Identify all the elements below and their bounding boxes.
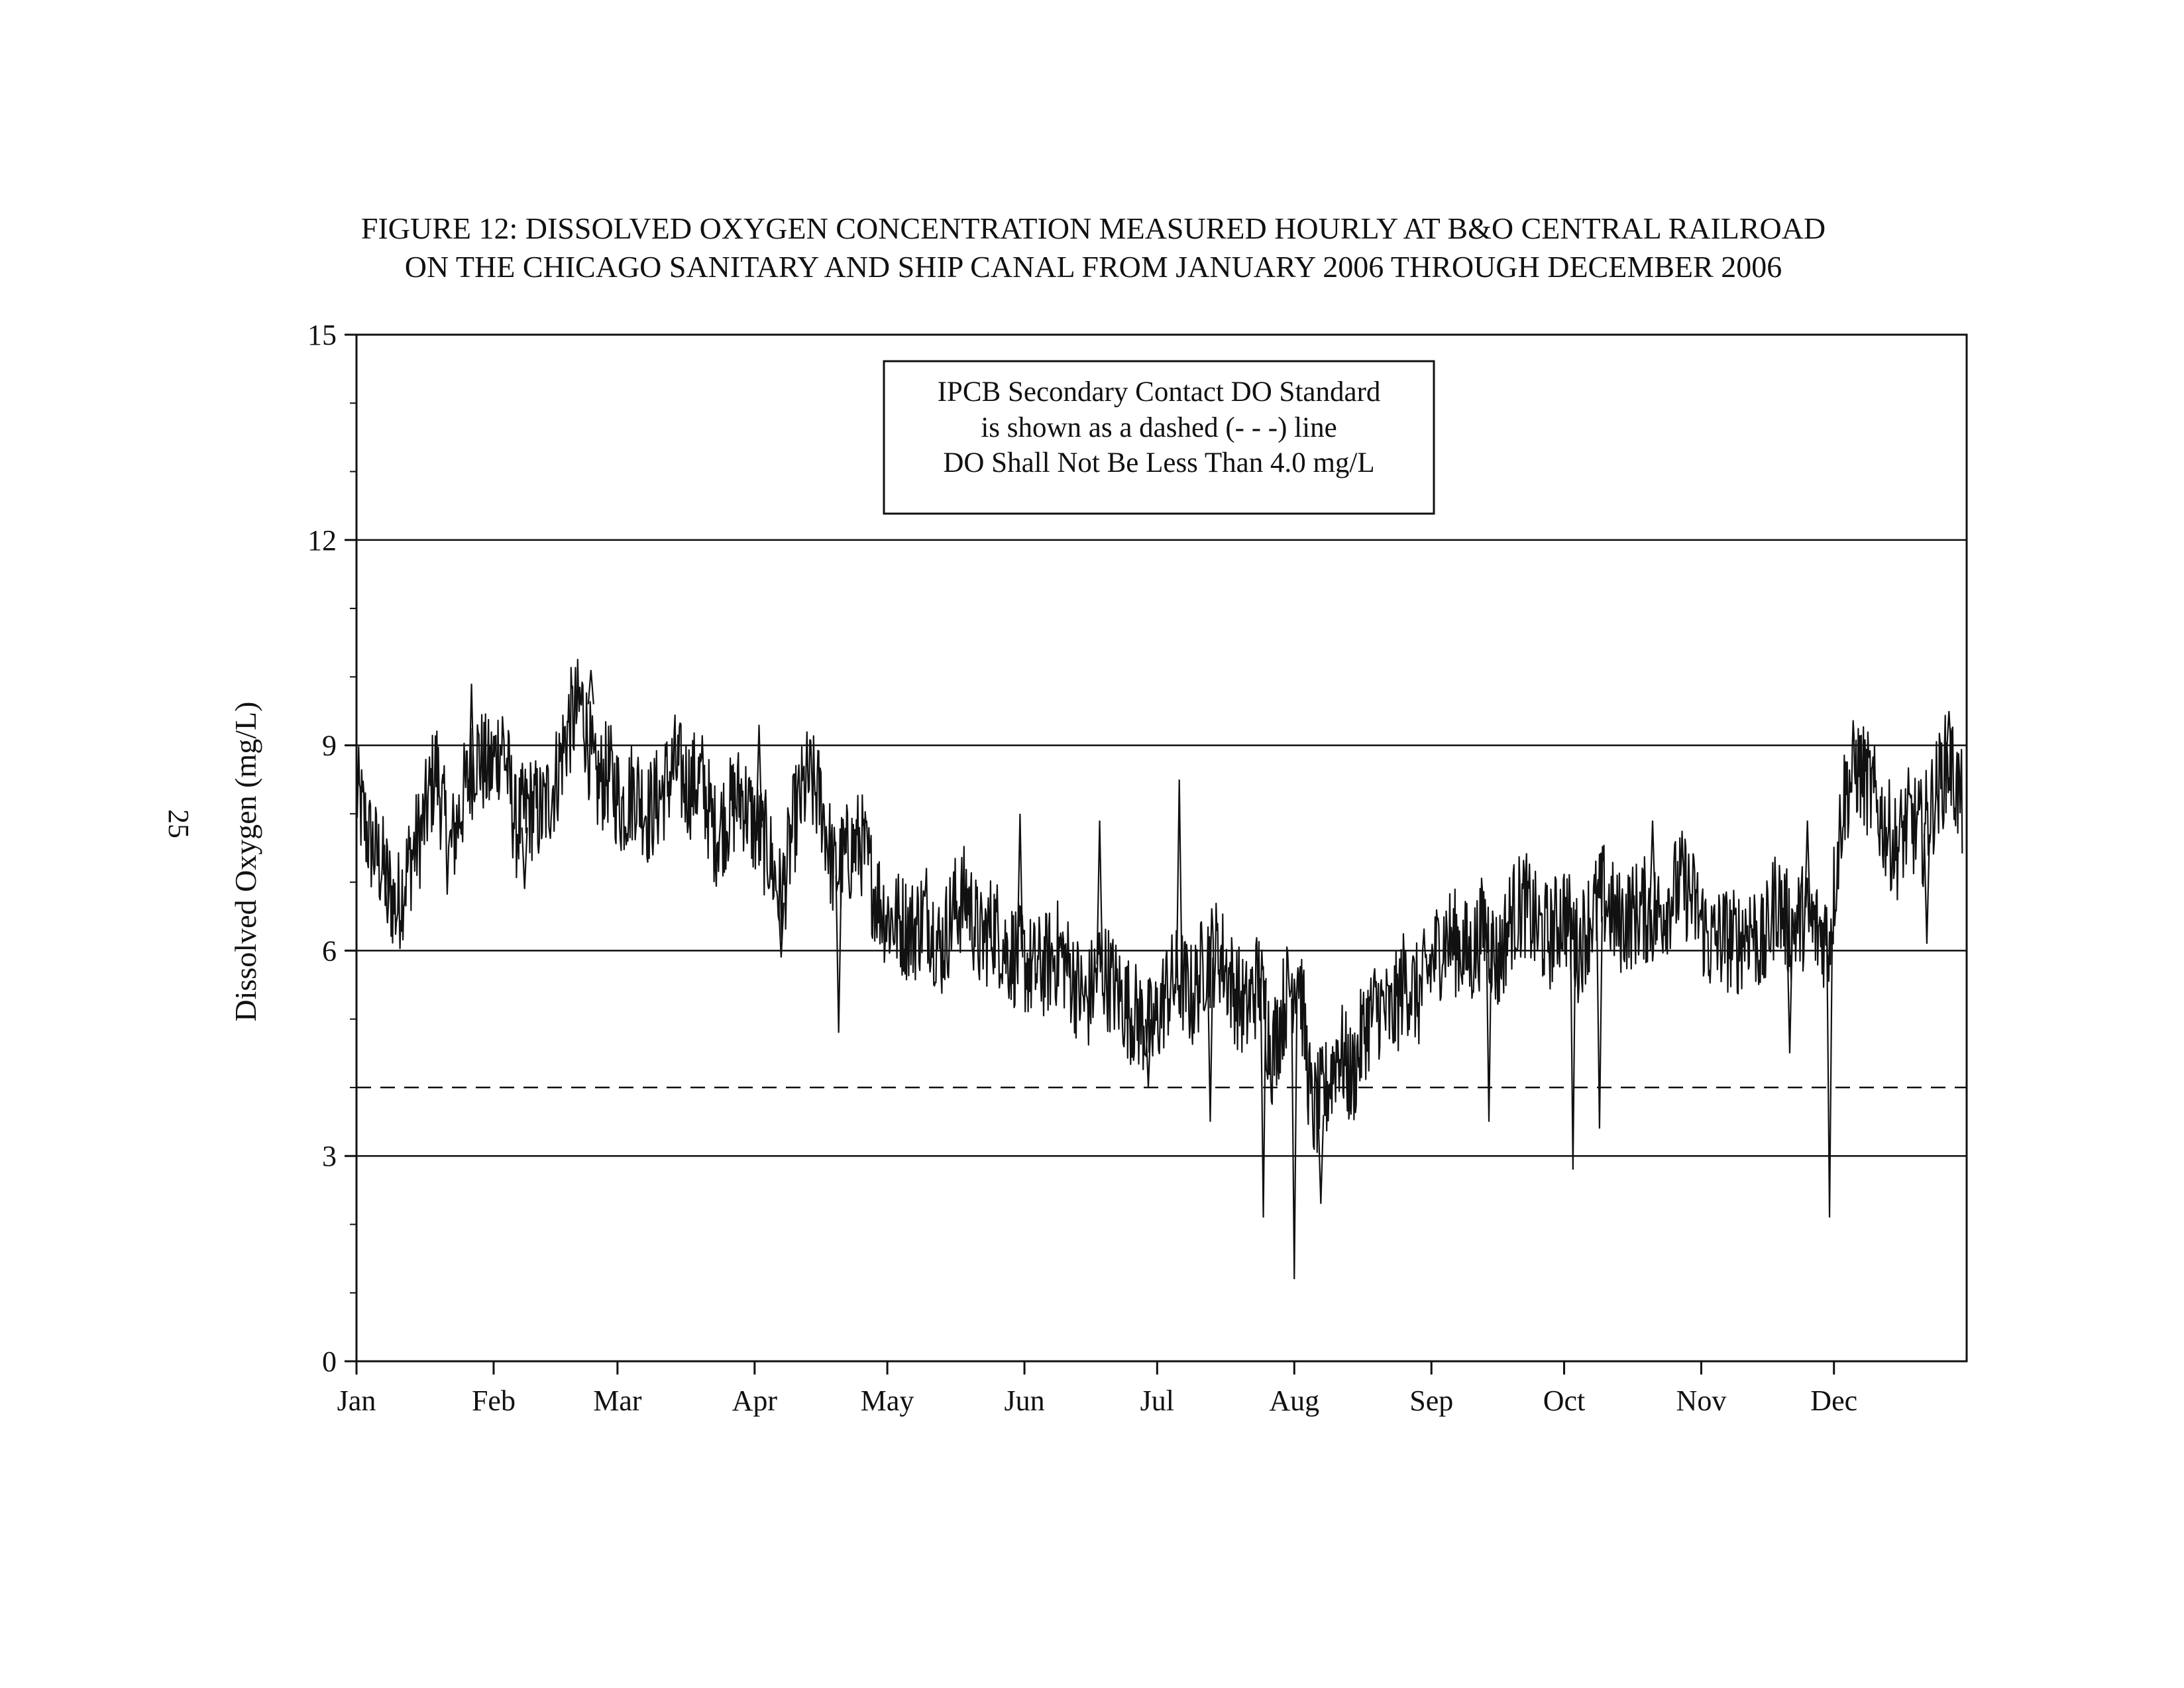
do-series-line <box>356 659 1962 1153</box>
x-tick-label: Jul <box>1140 1384 1175 1417</box>
do-series-spike <box>1017 814 1022 958</box>
do-series-spike <box>1650 820 1655 909</box>
do-series-spike <box>1318 1115 1323 1204</box>
y-tick-label: 3 <box>322 1140 337 1173</box>
do-series-spike <box>1177 779 1182 978</box>
x-tick-label: Jan <box>337 1384 376 1417</box>
do-series-spike <box>1924 834 1930 944</box>
page-number: 25 <box>162 809 195 838</box>
y-tick-label: 6 <box>322 934 337 968</box>
standard-note-line-3: DO Shall Not Be Less Than 4.0 mg/L <box>943 447 1375 478</box>
y-tick-label: 0 <box>322 1345 337 1378</box>
y-tick-label: 9 <box>322 729 337 762</box>
chart-title-line-1: FIGURE 12: DISSOLVED OXYGEN CONCENTRATION MEASURED HOURLY AT B&O CENTRAL RAILROAD <box>360 211 1826 245</box>
x-tick-label: Jun <box>1004 1384 1045 1417</box>
y-tick-label: 15 <box>307 319 337 351</box>
do-series-spike <box>1570 909 1576 1169</box>
x-tick-label: Apr <box>732 1384 778 1417</box>
do-series-spike <box>1946 711 1951 759</box>
x-tick-label: Feb <box>471 1384 516 1417</box>
x-tick-label: Sep <box>1409 1384 1454 1417</box>
chart-title-line-2: ON THE CHICAGO SANITARY AND SHIP CANAL FROM JANUARY 2006 THROUGH DECEMBER 2006 <box>404 250 1782 284</box>
y-axis-label: Dissolved Oxygen (mg/L) <box>229 701 262 1022</box>
y-tick-label: 12 <box>307 524 337 557</box>
x-tick-label: Aug <box>1269 1384 1320 1417</box>
x-tick-label: Mar <box>593 1384 642 1417</box>
x-tick-label: Dec <box>1810 1384 1858 1417</box>
standard-note-line-1: IPCB Secondary Contact DO Standard <box>937 376 1381 408</box>
do-series-spike <box>588 670 594 704</box>
x-tick-label: May <box>860 1384 914 1417</box>
x-tick-label: Oct <box>1543 1384 1586 1417</box>
x-tick-label: Nov <box>1676 1384 1727 1417</box>
do-series-spike <box>1597 917 1602 1129</box>
standard-note-line-2: is shown as a dashed (- - -) line <box>981 412 1337 443</box>
do-series-spike <box>1291 999 1297 1279</box>
do-series-spike <box>836 875 842 1033</box>
do-series-spike <box>522 828 527 889</box>
